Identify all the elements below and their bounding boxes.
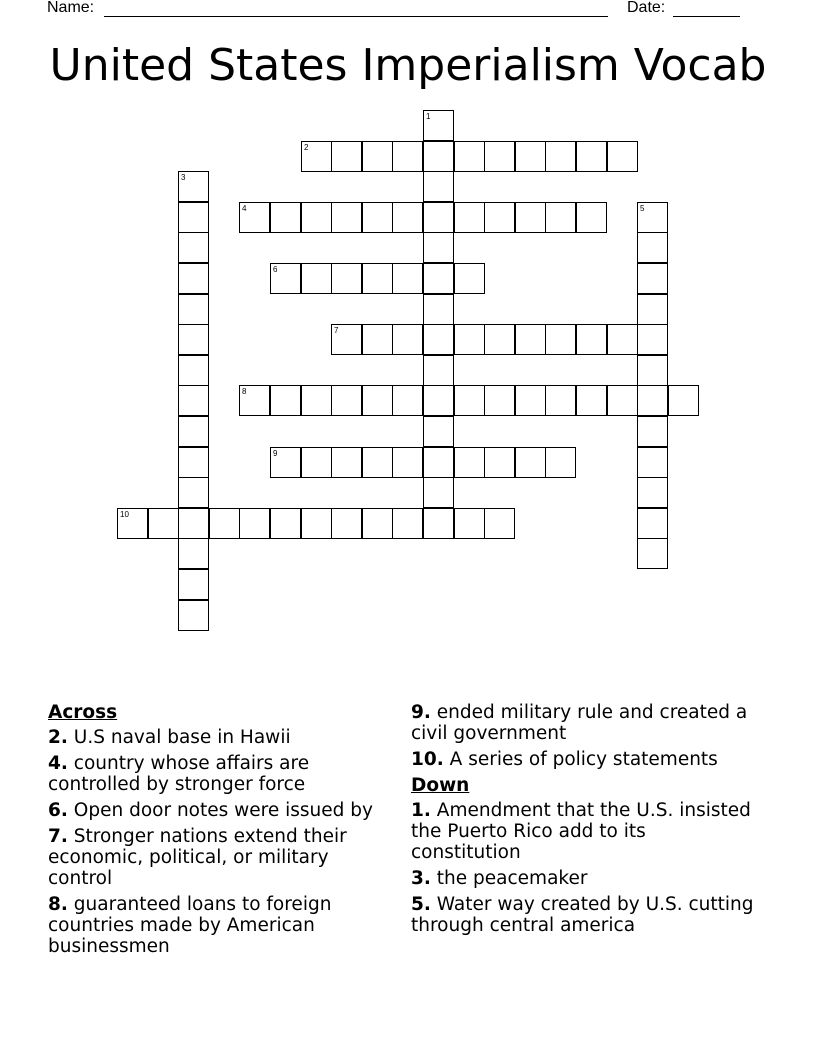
clue-number-label: 6 [273, 265, 278, 274]
crossword-cell[interactable] [178, 294, 209, 325]
clue-text: Stronger nations extend their economic, political, or military control [48, 826, 347, 889]
clue-number-label: 1 [426, 112, 431, 121]
crossword-cell[interactable] [301, 202, 332, 233]
clue-across-4 [48, 753, 393, 795]
crossword-cell[interactable] [637, 355, 668, 386]
crossword-cell[interactable] [423, 263, 454, 294]
name-label: Name: [47, 0, 95, 16]
crossword-cell[interactable] [484, 447, 515, 478]
crossword-cell[interactable] [515, 141, 546, 172]
crossword-cell[interactable] [576, 141, 607, 172]
clue-number-label: 7 [334, 326, 339, 335]
crossword-cell[interactable] [362, 447, 393, 478]
crossword-cell[interactable] [239, 202, 270, 233]
crossword-cell[interactable] [301, 385, 332, 416]
crossword-cell[interactable] [423, 355, 454, 386]
crossword-cell[interactable] [423, 416, 454, 447]
crossword-cell[interactable] [637, 324, 668, 355]
crossword-cell[interactable] [178, 600, 209, 631]
crossword-cell[interactable] [331, 447, 362, 478]
crossword-cell[interactable] [576, 202, 607, 233]
crossword-cell[interactable] [362, 385, 393, 416]
crossword-cell[interactable] [515, 385, 546, 416]
crossword-cell[interactable] [178, 171, 209, 202]
clue-text: country whose affairs are controlled by stronger force [48, 753, 310, 795]
crossword-cell[interactable] [178, 202, 209, 233]
crossword-cell[interactable] [515, 324, 546, 355]
clue-number: 9. [411, 702, 431, 723]
clue-down-5 [411, 894, 761, 936]
crossword-cell[interactable] [637, 416, 668, 447]
crossword-cell[interactable] [117, 508, 148, 539]
crossword-cell[interactable] [545, 324, 576, 355]
crossword-cell[interactable] [637, 508, 668, 539]
crossword-cell[interactable] [178, 477, 209, 508]
page-title: United States Imperialism Vocab [49, 40, 767, 91]
crossword-cell[interactable] [178, 232, 209, 263]
crossword-cell[interactable] [392, 263, 423, 294]
crossword-cell[interactable] [301, 447, 332, 478]
crossword-cell[interactable] [423, 447, 454, 478]
crossword-cell[interactable] [331, 263, 362, 294]
clue-number: 4. [48, 753, 68, 774]
crossword-cell[interactable] [178, 263, 209, 294]
crossword-cell[interactable] [668, 385, 699, 416]
clue-text: Amendment that the U.S. insisted the Puerto Rico add to its constitution [411, 800, 751, 863]
down-heading: Down [411, 775, 470, 796]
crossword-cell[interactable] [392, 385, 423, 416]
crossword-cell[interactable] [484, 508, 515, 539]
crossword-cell[interactable] [270, 385, 301, 416]
crossword-cell[interactable] [209, 508, 240, 539]
crossword-cell[interactable] [178, 508, 209, 539]
clue-number: 10. [411, 749, 444, 770]
crossword-cell[interactable] [545, 141, 576, 172]
crossword-cell[interactable] [454, 202, 485, 233]
clue-across-7 [48, 826, 393, 889]
clue-number: 8. [48, 894, 68, 915]
crossword-cell[interactable] [423, 202, 454, 233]
crossword-cell[interactable] [392, 202, 423, 233]
crossword-cell[interactable] [392, 141, 423, 172]
crossword-cell[interactable] [423, 171, 454, 202]
crossword-cell[interactable] [331, 385, 362, 416]
crossword-cell[interactable] [301, 263, 332, 294]
clue-across-9 [411, 702, 761, 744]
crossword-cell[interactable] [423, 508, 454, 539]
clues-left-column [48, 702, 393, 962]
crossword-cell[interactable] [637, 538, 668, 569]
crossword-cell[interactable] [392, 447, 423, 478]
clue-number: 1. [411, 800, 431, 821]
crossword-cell[interactable] [515, 447, 546, 478]
crossword-cell[interactable] [576, 385, 607, 416]
crossword-cell[interactable] [270, 263, 301, 294]
crossword-cell[interactable] [454, 447, 485, 478]
clue-text: guaranteed loans to foreign countries made by American businessmen [48, 894, 332, 957]
clue-text: A series of policy statements [449, 749, 718, 770]
crossword-cell[interactable] [423, 324, 454, 355]
crossword-cell[interactable] [545, 202, 576, 233]
crossword-cell[interactable] [392, 324, 423, 355]
crossword-cell[interactable] [423, 141, 454, 172]
crossword-cell[interactable] [178, 385, 209, 416]
clue-number-label: 9 [273, 449, 278, 458]
crossword-cell[interactable] [637, 202, 668, 233]
crossword-cell[interactable] [515, 202, 546, 233]
clue-down-1 [411, 800, 761, 863]
clue-number-label: 4 [242, 204, 247, 213]
crossword-cell[interactable] [178, 355, 209, 386]
crossword-cell[interactable] [637, 477, 668, 508]
crossword-cell[interactable] [331, 324, 362, 355]
clue-across-2 [48, 727, 393, 748]
crossword-cell[interactable] [545, 385, 576, 416]
date-label: Date: [627, 0, 666, 16]
crossword-cell[interactable] [178, 569, 209, 600]
clue-number-label: 10 [120, 510, 129, 519]
crossword-cell[interactable] [607, 141, 638, 172]
crossword-cell[interactable] [454, 324, 485, 355]
crossword-cell[interactable] [484, 385, 515, 416]
clues-right-column [411, 702, 761, 941]
clue-number-label: 3 [181, 173, 186, 182]
crossword-cell[interactable] [454, 508, 485, 539]
clue-number: 2. [48, 727, 68, 748]
crossword-cell[interactable] [423, 294, 454, 325]
crossword-cell[interactable] [607, 385, 638, 416]
crossword-cell[interactable] [331, 508, 362, 539]
crossword-cell[interactable] [454, 141, 485, 172]
clue-down-3 [411, 868, 761, 889]
across-heading: Across [48, 702, 118, 723]
clue-across-10 [411, 749, 761, 770]
crossword-cell[interactable] [178, 447, 209, 478]
clue-number: 6. [48, 800, 68, 821]
crossword-cell[interactable] [270, 202, 301, 233]
crossword-cell[interactable] [607, 324, 638, 355]
crossword-cell[interactable] [178, 538, 209, 569]
crossword-cell[interactable] [178, 324, 209, 355]
crossword-cell[interactable] [178, 416, 209, 447]
clue-text: the peacemaker [436, 868, 588, 889]
crossword-cell[interactable] [331, 202, 362, 233]
crossword-cell[interactable] [423, 385, 454, 416]
crossword-cell[interactable] [454, 263, 485, 294]
crossword-cell[interactable] [423, 232, 454, 263]
clue-across-6 [48, 800, 393, 821]
clue-across-8 [48, 894, 393, 957]
crossword-cell[interactable] [454, 385, 485, 416]
crossword-cell[interactable] [239, 385, 270, 416]
clue-number-label: 8 [242, 387, 247, 396]
crossword-cell[interactable] [239, 508, 270, 539]
crossword-cell[interactable] [301, 508, 332, 539]
clue-number-label: 5 [640, 204, 645, 213]
crossword-cell[interactable] [362, 202, 393, 233]
crossword-cell[interactable] [576, 324, 607, 355]
crossword-cell[interactable] [362, 508, 393, 539]
crossword-cell[interactable] [637, 232, 668, 263]
crossword-cell[interactable] [423, 477, 454, 508]
crossword-cell[interactable] [484, 141, 515, 172]
crossword-cell[interactable] [301, 141, 332, 172]
crossword-cell[interactable] [423, 110, 454, 141]
crossword-cell[interactable] [270, 508, 301, 539]
clue-number: 5. [411, 894, 431, 915]
crossword-cell[interactable] [637, 447, 668, 478]
crossword-cell[interactable] [637, 294, 668, 325]
clue-text: Open door notes were issued by [73, 800, 373, 821]
crossword-cell[interactable] [362, 263, 393, 294]
crossword-cell[interactable] [362, 324, 393, 355]
clue-number-label: 2 [304, 143, 309, 152]
crossword-cell[interactable] [392, 508, 423, 539]
crossword-cell[interactable] [484, 202, 515, 233]
crossword-cell[interactable] [362, 141, 393, 172]
clue-number: 7. [48, 826, 68, 847]
crossword-cell[interactable] [331, 141, 362, 172]
crossword-cell[interactable] [484, 324, 515, 355]
clue-number: 3. [411, 868, 431, 889]
clue-text: U.S naval base in Hawii [73, 727, 291, 748]
clue-text: ended military rule and created a civil government [411, 702, 748, 744]
crossword-cell[interactable] [545, 447, 576, 478]
clue-text: Water way created by U.S. cutting through central america [411, 894, 754, 936]
crossword-cell[interactable] [637, 385, 668, 416]
crossword-cell[interactable] [270, 447, 301, 478]
crossword-cell[interactable] [637, 263, 668, 294]
crossword-cell[interactable] [148, 508, 179, 539]
